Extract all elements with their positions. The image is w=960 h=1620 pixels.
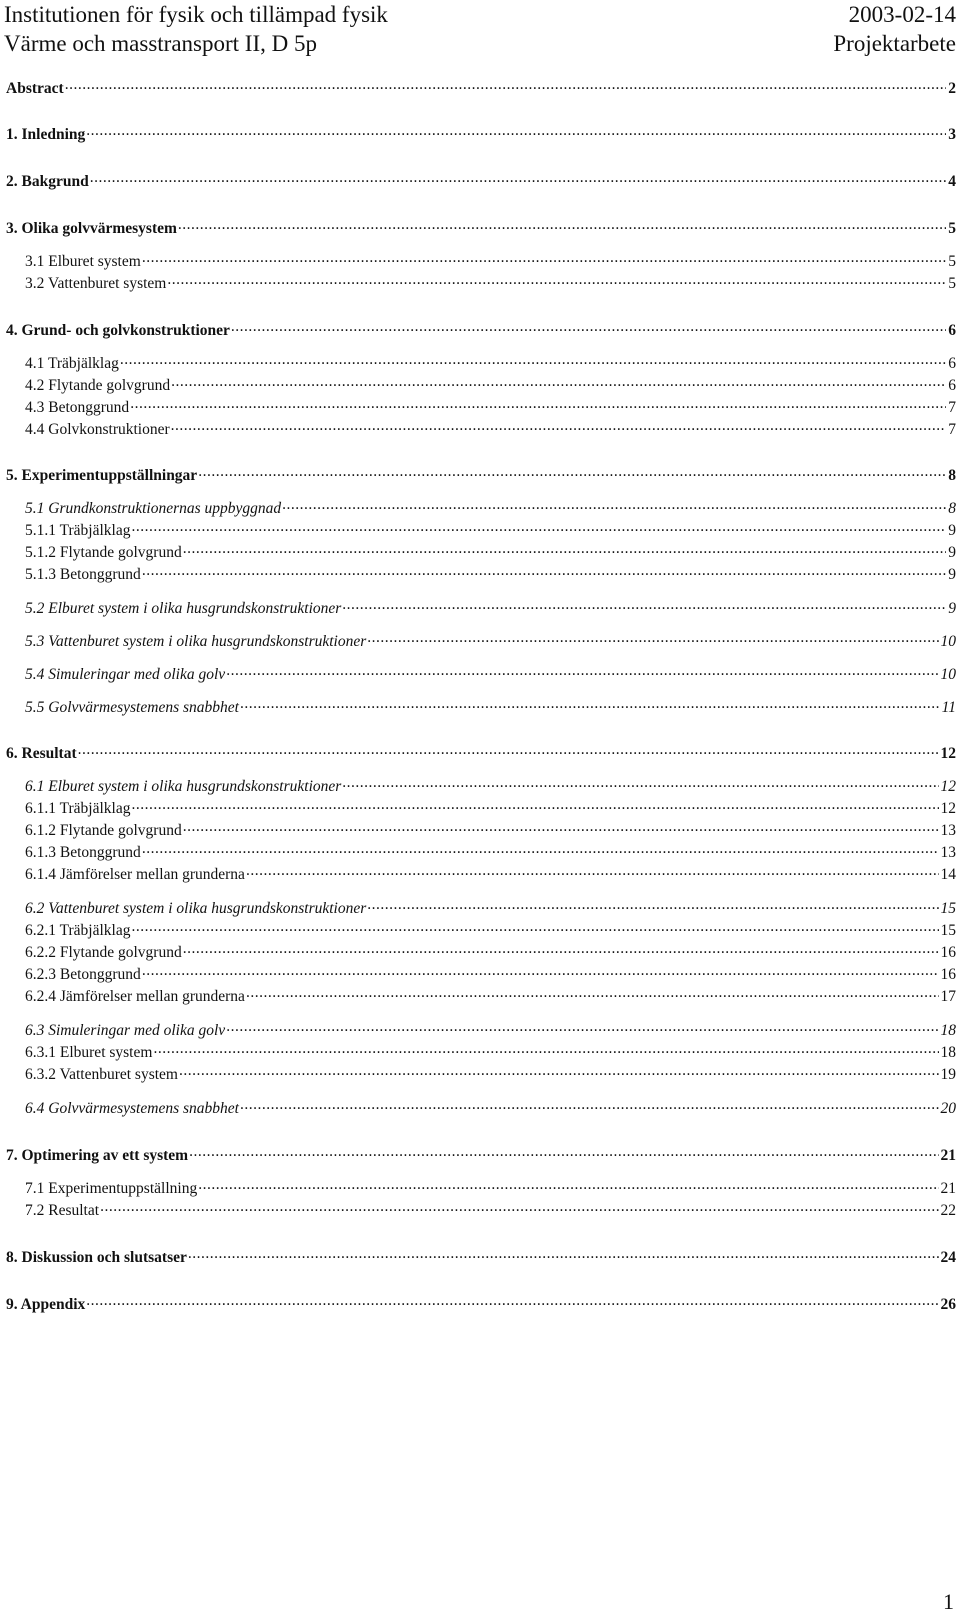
toc-entry[interactable] [6,217,956,239]
toc-entry-title: 6.1.4 Jämförelser mellan grunderna [25,865,245,883]
toc-entry-page: 5 [948,252,956,270]
header-row-1 [4,0,956,29]
toc-entry-page: 6 [948,354,956,372]
toc-leader-dots [90,170,947,186]
toc-entry[interactable] [25,418,956,440]
toc-entry-page: 2 [948,79,956,97]
toc-entry[interactable] [25,1063,956,1085]
toc-entry-title: 6.1.3 Betonggrund [25,843,141,861]
toc-entry-page: 8 [948,499,956,517]
toc-entry[interactable] [25,597,956,619]
toc-leader-dots [240,1097,939,1113]
toc-entry-title: 4.1 Träbjälklag [25,354,119,372]
toc-entry[interactable] [25,819,956,841]
toc-entry-page: 9 [948,565,956,583]
toc-entry[interactable] [25,696,956,718]
toc-entry-page: 10 [940,665,956,683]
toc-entry-page: 9 [948,543,956,561]
toc-leader-dots [142,963,939,979]
toc-leader-dots [189,1144,938,1160]
toc-entry[interactable] [6,464,956,486]
toc-leader-dots [132,519,947,535]
toc-entry[interactable] [6,319,956,341]
toc-entry-page: 15 [940,921,956,939]
toc-entry-title: 6.1.2 Flytande golvgrund [25,821,182,839]
toc-entry[interactable] [6,1246,956,1268]
toc-entry-title: 3. Olika golvvärmesystem [6,219,177,237]
toc-entry[interactable] [25,985,956,1007]
toc-leader-dots [120,352,946,368]
toc-entry-page: 15 [940,899,956,917]
toc-entry[interactable] [25,841,956,863]
toc-leader-dots [367,630,938,646]
toc-entry-title: 5.1 Grundkonstruktionernas uppbyggnad [25,499,282,517]
toc-entry-page: 14 [940,865,956,883]
toc-entry-page: 19 [940,1065,956,1083]
toc-leader-dots [226,1019,938,1035]
toc-leader-dots [246,985,939,1001]
toc-entry[interactable] [6,123,956,145]
toc-leader-dots [282,497,946,513]
toc-leader-dots [142,563,946,579]
toc-entry[interactable] [25,797,956,819]
toc-entry-page: 12 [940,799,956,817]
toc-entry-title: 5.1.1 Träbjälklag [25,521,131,539]
toc-entry-page: 16 [940,943,956,961]
toc-leader-dots [153,1041,938,1057]
toc-entry-title: 4.3 Betonggrund [25,398,130,416]
toc-entry-title: 6.3 Simuleringar med olika golv [25,1021,226,1039]
toc-entry-title: 7.1 Experimentuppställning [25,1179,198,1197]
toc-entry-title: 3.1 Elburet system [25,252,141,270]
toc-entry[interactable] [25,250,956,272]
toc-leader-dots [171,418,947,434]
toc-entry-title: 6.2.2 Flytande golvgrund [25,943,182,961]
toc-entry-page: 22 [940,1201,956,1219]
toc-entry-title: 7. Optimering av ett system [6,1146,189,1164]
toc-leader-dots [132,797,939,813]
toc-entry-title: 7.2 Resultat [25,1201,100,1219]
toc-leader-dots [142,250,946,266]
toc-entry-title: 6.2.3 Betonggrund [25,965,141,983]
toc-entry-title: Abstract [6,79,64,97]
toc-entry[interactable] [6,77,956,99]
toc-entry[interactable] [25,1177,956,1199]
toc-entry[interactable] [25,775,956,797]
toc-leader-dots [86,123,946,139]
toc-entry-title: 6.1.1 Träbjälklag [25,799,131,817]
course-name: Värme och masstransport II, D 5p [4,31,317,56]
toc-entry[interactable] [25,374,956,396]
toc-leader-dots [86,1293,938,1309]
toc-entry-page: 8 [948,466,956,484]
toc-entry[interactable] [25,863,956,885]
toc-entry-title: 5.5 Golvvärmesystemens snabbhet [25,698,239,716]
toc-entry-title: 5.2 Elburet system i olika husgrundskonstruktioner [25,599,342,617]
toc-entry-page: 13 [940,843,956,861]
toc-leader-dots [183,541,947,557]
toc-entry[interactable] [6,1144,956,1166]
page-header [4,0,956,58]
toc-entry-page: 21 [940,1179,956,1197]
page-number: 1 [943,1589,954,1614]
toc-leader-dots [65,77,947,93]
toc-entry-title: 6.3.1 Elburet system [25,1043,153,1061]
toc-leader-dots [246,863,939,879]
toc-entry-page: 18 [940,1021,956,1039]
toc-leader-dots [142,841,939,857]
toc-entry-page: 6 [948,376,956,394]
toc-entry-page: 3 [948,125,956,143]
document-type: Projektarbete [833,31,956,56]
toc-entry-page: 16 [940,965,956,983]
toc-entry-title: 4.4 Golvkonstruktioner [25,420,170,438]
toc-leader-dots [342,597,946,613]
toc-leader-dots [183,941,939,957]
toc-leader-dots [231,319,946,335]
toc-entry[interactable] [25,1019,956,1041]
toc-entry-title: 5.1.3 Betonggrund [25,565,141,583]
toc-entry[interactable] [25,519,956,541]
toc-entry-page: 21 [940,1146,956,1164]
toc-entry[interactable] [25,541,956,563]
toc-entry-title: 6.3.2 Vattenburet system [25,1065,178,1083]
toc-entry-title: 6.4 Golvvärmesystemens snabbhet [25,1099,239,1117]
toc-entry[interactable] [25,396,956,418]
toc-entry-page: 26 [940,1295,956,1313]
toc-entry-title: 4.2 Flytande golvgrund [25,376,171,394]
toc-entry-title: 4. Grund- och golvkonstruktioner [6,321,230,339]
toc-entry-title: 9. Appendix [6,1295,86,1313]
toc-entry-page: 17 [940,987,956,1005]
document-date: 2003-02-14 [848,2,956,27]
toc-entry-title: 5.1.2 Flytande golvgrund [25,543,182,561]
toc-leader-dots [188,1246,939,1262]
toc-entry-title: 2. Bakgrund [6,172,89,190]
toc-leader-dots [132,919,939,935]
toc-entry[interactable] [25,352,956,374]
toc-entry-page: 5 [948,219,956,237]
toc-entry[interactable] [25,663,956,685]
toc-entry-title: 6. Resultat [6,744,77,762]
toc-entry-title: 5.4 Simuleringar med olika golv [25,665,226,683]
toc-entry-page: 10 [940,632,956,650]
toc-entry-page: 24 [940,1248,956,1266]
toc-entry[interactable] [25,897,956,919]
toc-entry-title: 6.1 Elburet system i olika husgrundskonstruktioner [25,777,342,795]
toc-entry[interactable] [25,497,956,519]
toc-leader-dots [198,464,946,480]
toc-entry[interactable] [6,1293,956,1315]
toc-leader-dots [198,1177,938,1193]
toc-entry-page: 11 [941,698,956,716]
toc-entry-title: 6.2.1 Träbjälklag [25,921,131,939]
toc-leader-dots [226,663,938,679]
toc-leader-dots [240,696,940,712]
toc-entry[interactable] [25,1041,956,1063]
toc-leader-dots [167,272,946,288]
toc-entry-title: 1. Inledning [6,125,86,143]
toc-leader-dots [342,775,938,791]
toc-entry[interactable] [25,941,956,963]
toc-entry[interactable] [25,630,956,652]
toc-entry-page: 9 [948,599,956,617]
toc-entry-page: 18 [940,1043,956,1061]
toc-leader-dots [171,374,946,390]
toc-entry[interactable] [6,742,956,764]
toc-entry[interactable] [6,170,956,192]
toc-entry-title: 6.2 Vattenburet system i olika husgrundskonstruktioner [25,899,367,917]
toc-leader-dots [178,217,946,233]
toc-entry-page: 20 [940,1099,956,1117]
toc-entry[interactable] [25,272,956,294]
toc-leader-dots [179,1063,939,1079]
toc-entry-page: 13 [940,821,956,839]
toc-leader-dots [183,819,939,835]
toc-entry-page: 12 [940,777,956,795]
toc-leader-dots [100,1199,938,1215]
toc-entry-page: 6 [948,321,956,339]
toc-entry-page: 7 [948,420,956,438]
toc-entry-title: 5. Experimentuppställningar [6,466,198,484]
toc-entry[interactable] [25,1097,956,1119]
toc-entry-title: 6.2.4 Jämförelser mellan grunderna [25,987,245,1005]
toc-entry-page: 7 [948,398,956,416]
toc-leader-dots [130,396,946,412]
toc-entry-title: 5.3 Vattenburet system i olika husgrundskonstruktioner [25,632,367,650]
toc-entry[interactable] [25,963,956,985]
toc-entry-page: 4 [948,172,956,190]
toc-entry[interactable] [25,919,956,941]
toc-entry-title: 8. Diskussion och slutsatser [6,1248,187,1266]
toc-leader-dots [367,897,938,913]
toc-entry[interactable] [25,563,956,585]
toc-entry-page: 12 [940,744,956,762]
toc-leader-dots [78,742,939,758]
toc-entry-page: 5 [948,274,956,292]
toc-entry-page: 9 [948,521,956,539]
toc-entry-title: 3.2 Vattenburet system [25,274,167,292]
header-row-2 [4,29,956,58]
institution-name: Institutionen för fysik och tillämpad fysik [4,2,388,27]
toc-entry[interactable] [25,1199,956,1221]
